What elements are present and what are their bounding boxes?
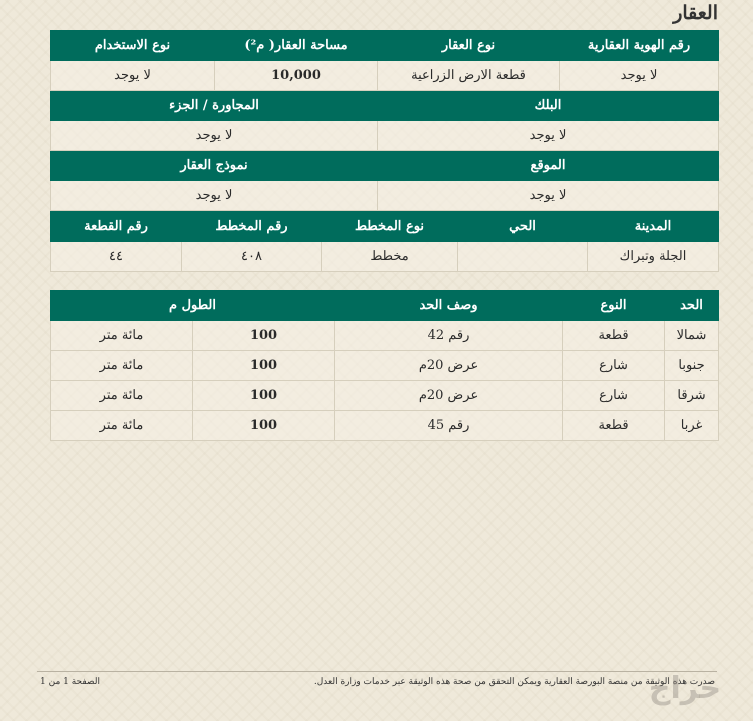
value-property-type: قطعة الارض الزراعية [378,61,560,91]
value-plan-type: مخطط [322,242,458,272]
property-info-table [50,30,719,211]
table-row [51,321,719,351]
boundary-description: عرض 20م [335,381,563,411]
header-city: المدينة [588,212,719,242]
table-row [51,351,719,381]
header-property-id: رقم الهوية العقارية [560,31,719,61]
value-property-id: لا يوجد [560,61,719,91]
header-district: الحي [458,212,588,242]
boundary-length-number: 100 [193,411,335,441]
boundary-length-number: 100 [193,381,335,411]
boundary-kind: قطعة [563,411,665,441]
boundary-description: عرض 20م [335,351,563,381]
boundaries-table [50,290,719,441]
header-property-type: نوع العقار [378,31,560,61]
header-length: الطول م [51,291,335,321]
property-header-row-2 [51,91,719,121]
boundary-kind: قطعة [563,321,665,351]
value-property-area: 10,000 [215,61,378,91]
value-neighborhood-part: لا يوجد [51,121,378,151]
boundary-length-words: مائة متر [51,351,193,381]
boundary-length-words: مائة متر [51,381,193,411]
section-title: العقار [673,2,718,24]
value-district [458,242,588,272]
plan-header-row [51,212,719,242]
header-plan-number: رقم المخطط [182,212,322,242]
value-location: لا يوجد [378,181,719,211]
property-value-row-2 [51,121,719,151]
header-usage-type: نوع الاستخدام [51,31,215,61]
boundary-direction: جنوبا [665,351,719,381]
table-row [51,381,719,411]
watermark-logo: حراج [648,671,722,706]
header-property-model: نموذج العقار [51,151,378,181]
header-boundary-kind: النوع [563,291,665,321]
header-plot-number: رقم القطعة [51,212,182,242]
boundary-description: رقم 45 [335,411,563,441]
page-number: الصفحة 1 من 1 [40,677,100,687]
boundary-length-words: مائة متر [51,411,193,441]
boundary-length-number: 100 [193,321,335,351]
header-block: البلك [378,91,719,121]
boundary-description: رقم 42 [335,321,563,351]
boundary-direction: شرقا [665,381,719,411]
value-usage-type: لا يوجد [51,61,215,91]
value-plot-number: ٤٤ [51,242,182,272]
footer-verification-note: صدرت هذه الوثيقة من منصة البورصة العقارية ويمكن التحقق من صحة هذه الوثيقة عبر خدمات وزارة العدل. [313,677,715,687]
value-block: لا يوجد [378,121,719,151]
table-row [51,411,719,441]
value-plan-number: ٤٠٨ [182,242,322,272]
boundary-kind: شارع [563,351,665,381]
value-city: الجلة وتبراك [588,242,719,272]
property-value-row-1 [51,61,719,91]
property-header-row-3 [51,151,719,181]
boundary-direction: شمالا [665,321,719,351]
value-property-model: لا يوجد [51,181,378,211]
header-property-area: مساحة العقار( م²) [215,31,378,61]
boundary-direction: غربا [665,411,719,441]
footer-divider [37,671,717,672]
boundary-length-words: مائة متر [51,321,193,351]
header-location: الموقع [378,151,719,181]
plan-value-row [51,242,719,272]
header-neighborhood-part: المجاورة / الجزء [51,91,378,121]
plan-info-table [50,211,719,272]
boundary-kind: شارع [563,381,665,411]
header-boundary-description: وصف الحد [335,291,563,321]
property-header-row-1 [51,31,719,61]
boundary-length-number: 100 [193,351,335,381]
header-plan-type: نوع المخطط [322,212,458,242]
header-boundary: الحد [665,291,719,321]
boundaries-header-row [51,291,719,321]
property-value-row-3 [51,181,719,211]
